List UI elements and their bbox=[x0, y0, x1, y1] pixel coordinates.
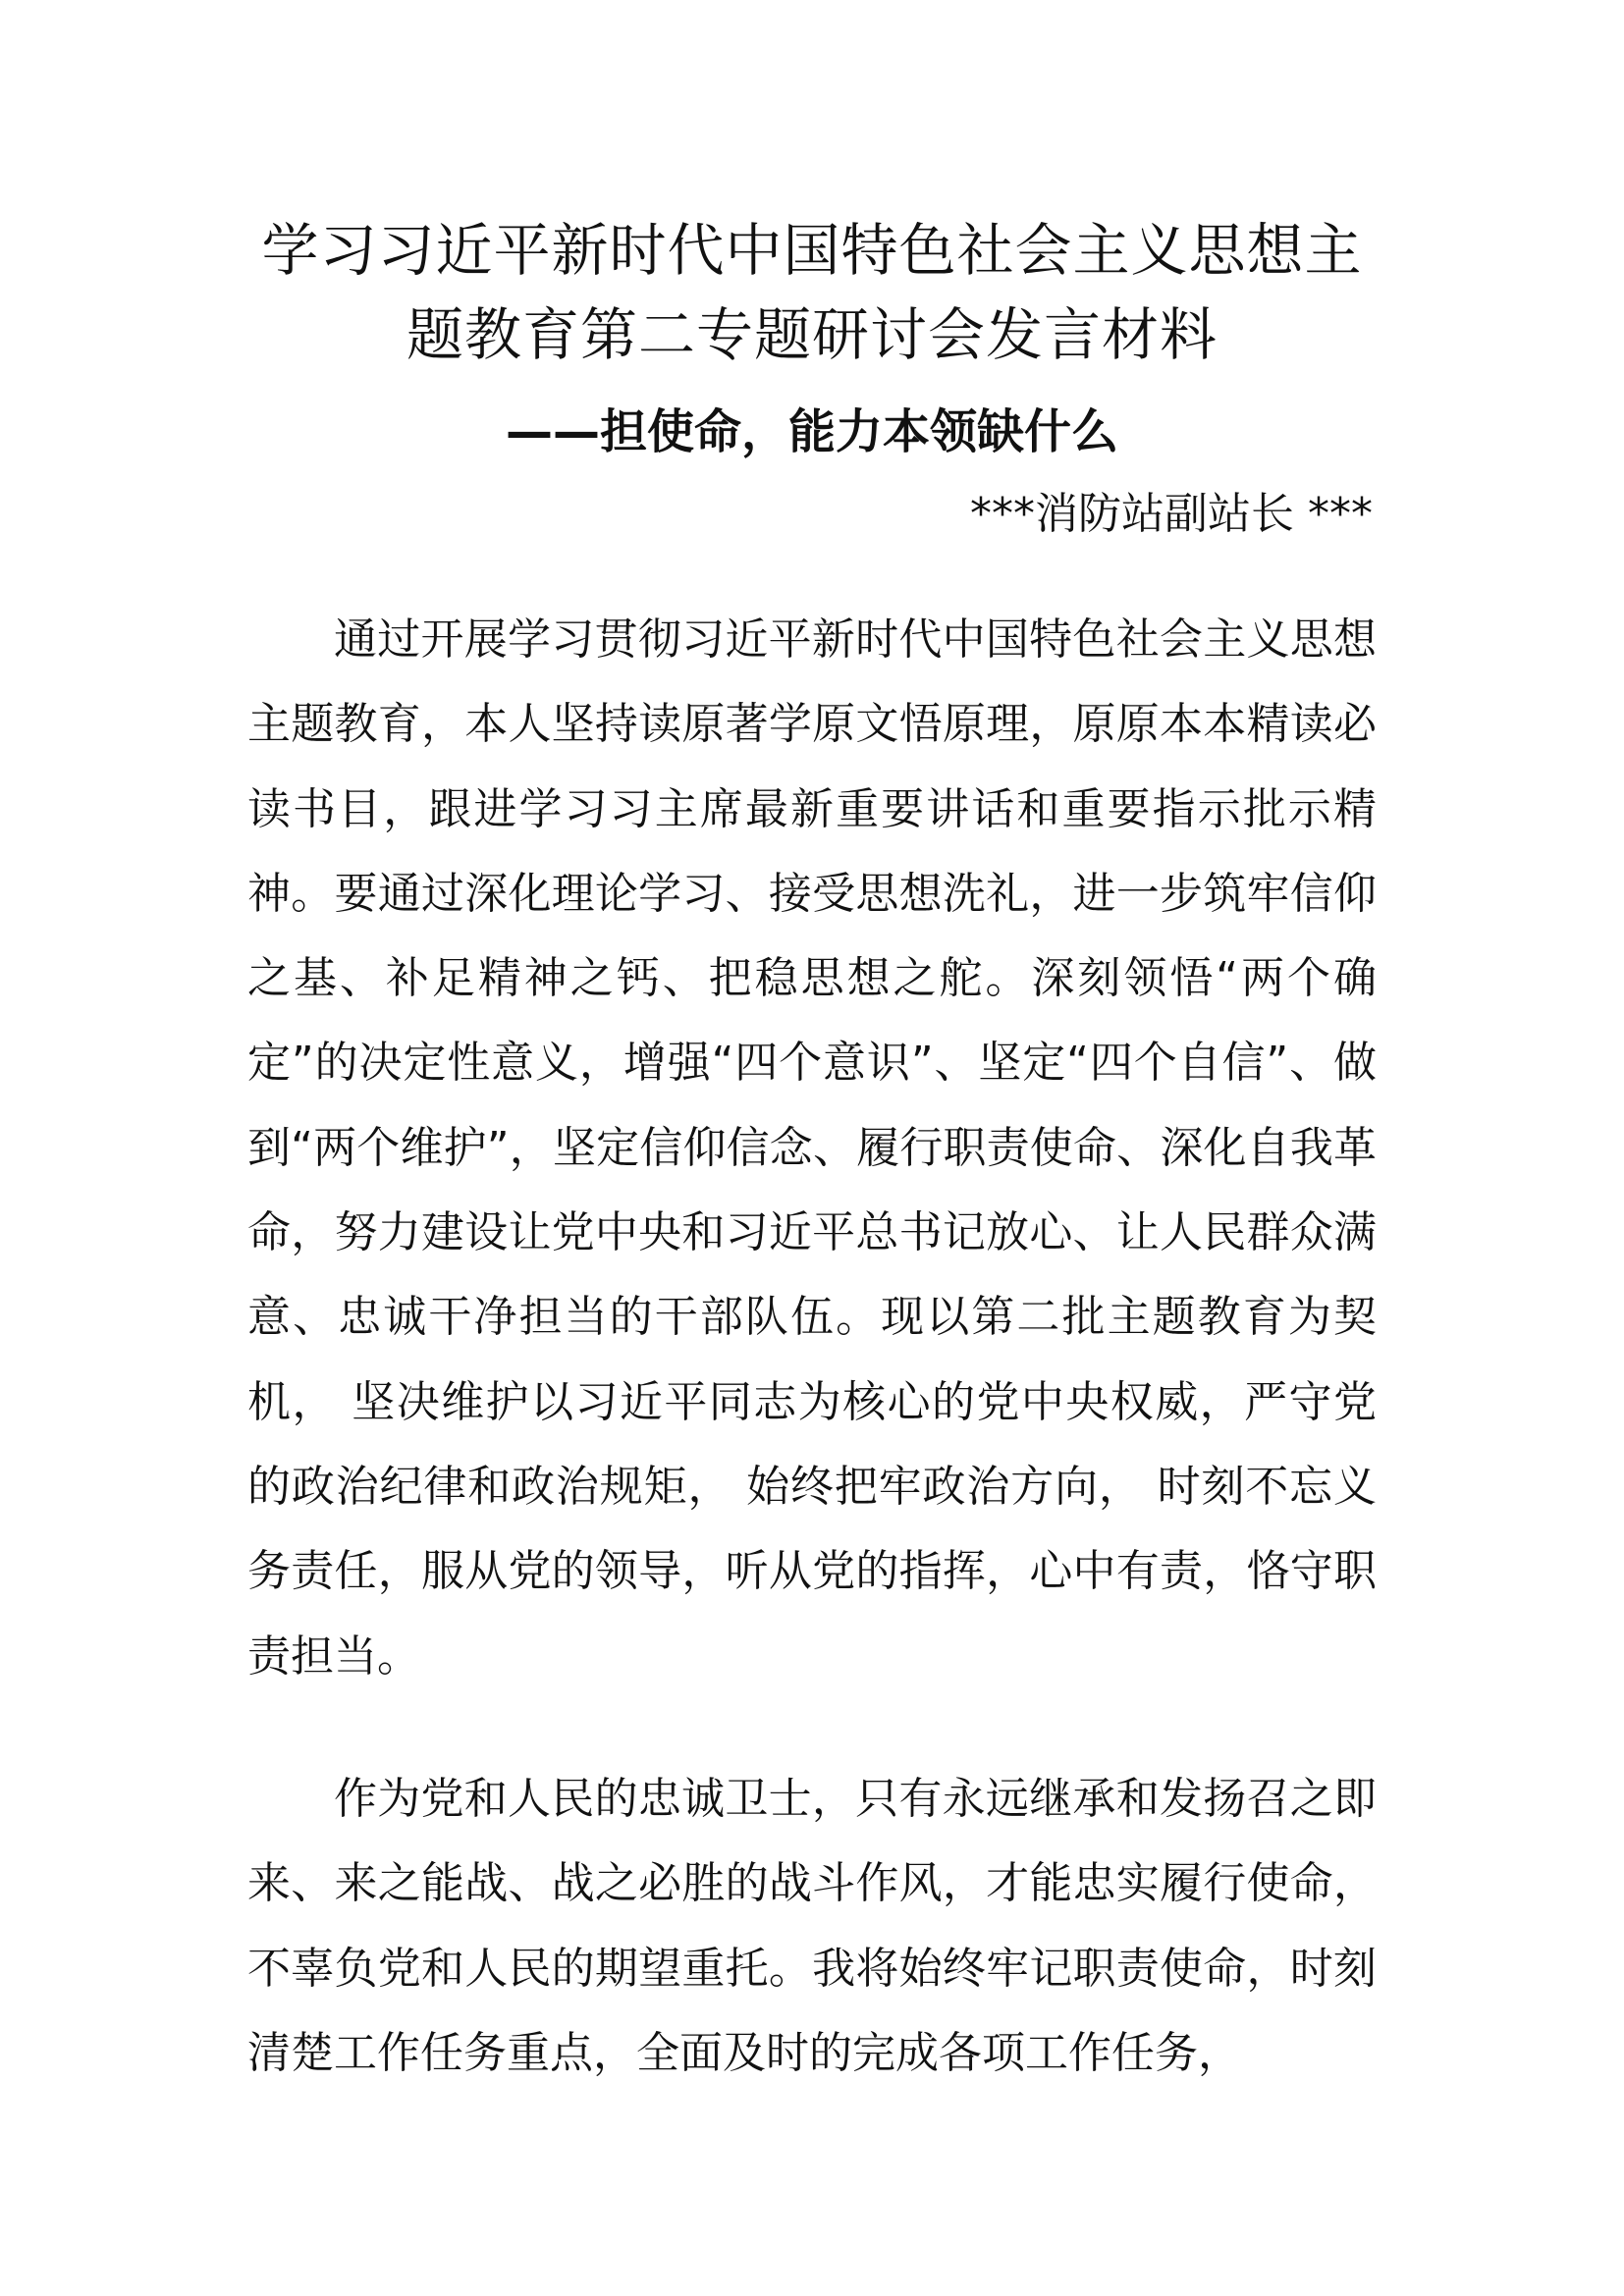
document-subtitle: ——担使命，能力本领缺什么 bbox=[505, 404, 1118, 459]
author-line: ***消防站副站长 *** bbox=[970, 489, 1373, 539]
body-paragraph: 作为党和人民的忠诚卫士，只有永远继承和发扬召之即来、来之能战、战之必胜的战斗作风，才能忠实履行使命，不辜负党和人民的期望重托。我将始终牢记职责使命，时刻清楚工作任务重点，全面及时的完成各项工作任务， bbox=[247, 1774, 1377, 2078]
body-paragraph: 通过开展学习贯彻习近平新时代中国特色社会主义思想主题教育，本人坚持读原著学原文悟原理，原原本本精读必读书目，跟进学习习主席最新重要讲话和重要指示批示精神。要通过深化理论学习、接受思想洗礼，进一步筑牢信仰之基、补足精神之钙、把稳思想之舵。深刻领悟“两个确定”的决定性意义，增强“四个意识”、坚定“四个自信”、做到“两个维护”，坚定信仰信念、履行职责使命、深化自我革命，努力建设让党中央和习近平总书记放心、让人民群众满意、忠诚干净担当的干部队伍。现以第二批主题教育为契机， 坚决维护以习近平同志为核心的党中央权威，严守党的政治纪律和政治规矩， 始终把牢政治方向， 时刻不忘义务责任，服从党的领导，听从党的指挥，心中有责，恪守职责担当。 bbox=[247, 614, 1377, 1682]
body-paragraph-1-container bbox=[247, 598, 1377, 1699]
body-paragraph-2-container bbox=[247, 1757, 1377, 2096]
document-title bbox=[196, 208, 1428, 377]
title-line-2: 题教育第二专题研讨会发言材料 bbox=[406, 301, 1218, 368]
title-line-1: 学习习近平新时代中国特色社会主义思想主 bbox=[261, 217, 1363, 284]
